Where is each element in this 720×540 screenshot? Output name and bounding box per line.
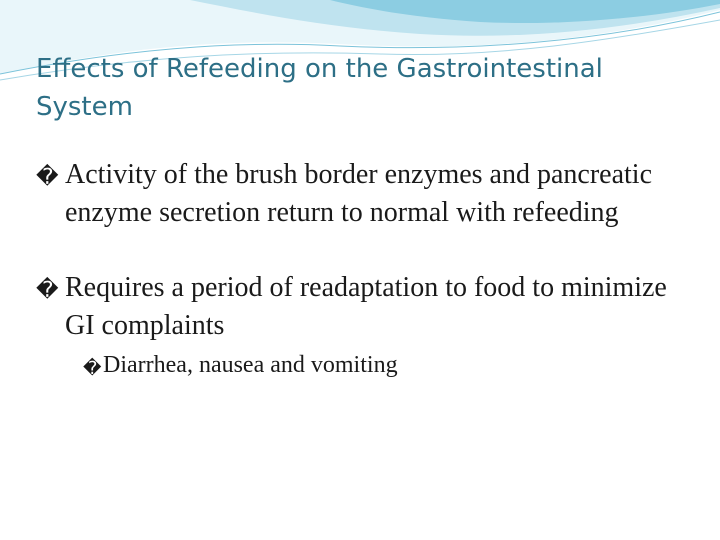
bullet-item bbox=[36, 156, 696, 232]
bullet-marker-icon: � bbox=[36, 278, 59, 303]
bullet-item bbox=[36, 269, 696, 345]
sub-bullet-item bbox=[83, 349, 696, 381]
bullet-marker-icon: � bbox=[36, 165, 59, 190]
bullet-text: Activity of the brush border enzymes and pancreatic enzyme secretion return to normal with refeeding bbox=[65, 159, 653, 228]
slide-title: Effects of Refeeding on the Gastrointestinal System bbox=[36, 54, 603, 122]
sub-bullet-marker-icon: � bbox=[83, 358, 102, 379]
bullet-text: Requires a period of readaptation to food to minimize GI complaints bbox=[65, 272, 667, 341]
slide-body bbox=[36, 156, 696, 381]
sub-bullet-text: Diarrhea, nausea and vomiting bbox=[103, 352, 398, 378]
